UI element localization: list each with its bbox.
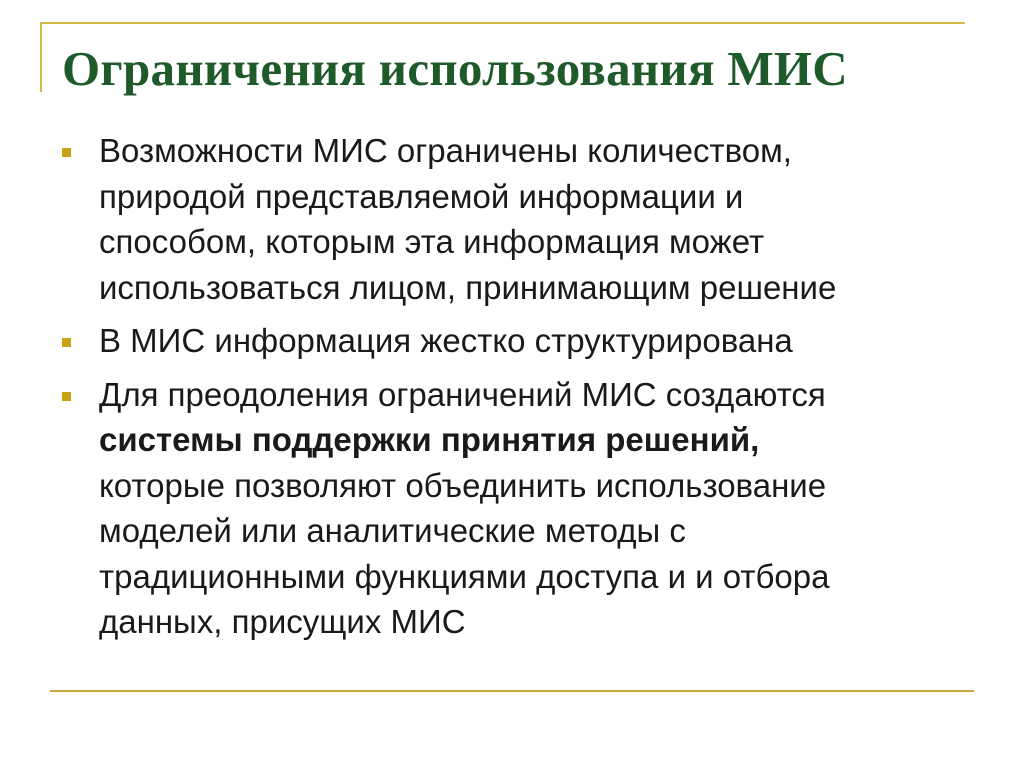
bullet-item [62, 318, 962, 364]
bullet-line: Возможности МИС ограничены количеством, [99, 132, 792, 169]
bottom-divider [50, 690, 974, 692]
square-bullet-icon [62, 148, 71, 157]
bullet-line: традиционными функциями доступа и и отбора [99, 557, 830, 595]
bullet-line: природой представляемой информации и [99, 177, 744, 215]
bullet-list [62, 128, 962, 653]
bullet-line: способом, которым эта информация может [99, 223, 765, 260]
bullet-line: которые позволяют объединить использование [99, 466, 827, 504]
bullet-line: моделей или аналитические методы с [99, 512, 686, 549]
bullet-item [62, 128, 962, 310]
bullet-line: В МИС информация жестко структурирована [99, 322, 793, 359]
slide-title: Ограничения использования МИС [62, 41, 848, 96]
bullet-line: Для преодоления ограничений МИС создаются [99, 375, 826, 413]
bullet-item [62, 372, 962, 645]
top-divider [40, 22, 965, 24]
square-bullet-icon [62, 392, 71, 401]
square-bullet-icon [62, 338, 71, 347]
bold-emphasis: системы поддержки принятия решений, [99, 421, 760, 458]
left-accent-rule [40, 22, 42, 92]
bullet-line: данных, присущих МИС [99, 603, 466, 640]
bullet-line: использоваться лицом, принимающим решение [99, 268, 837, 306]
